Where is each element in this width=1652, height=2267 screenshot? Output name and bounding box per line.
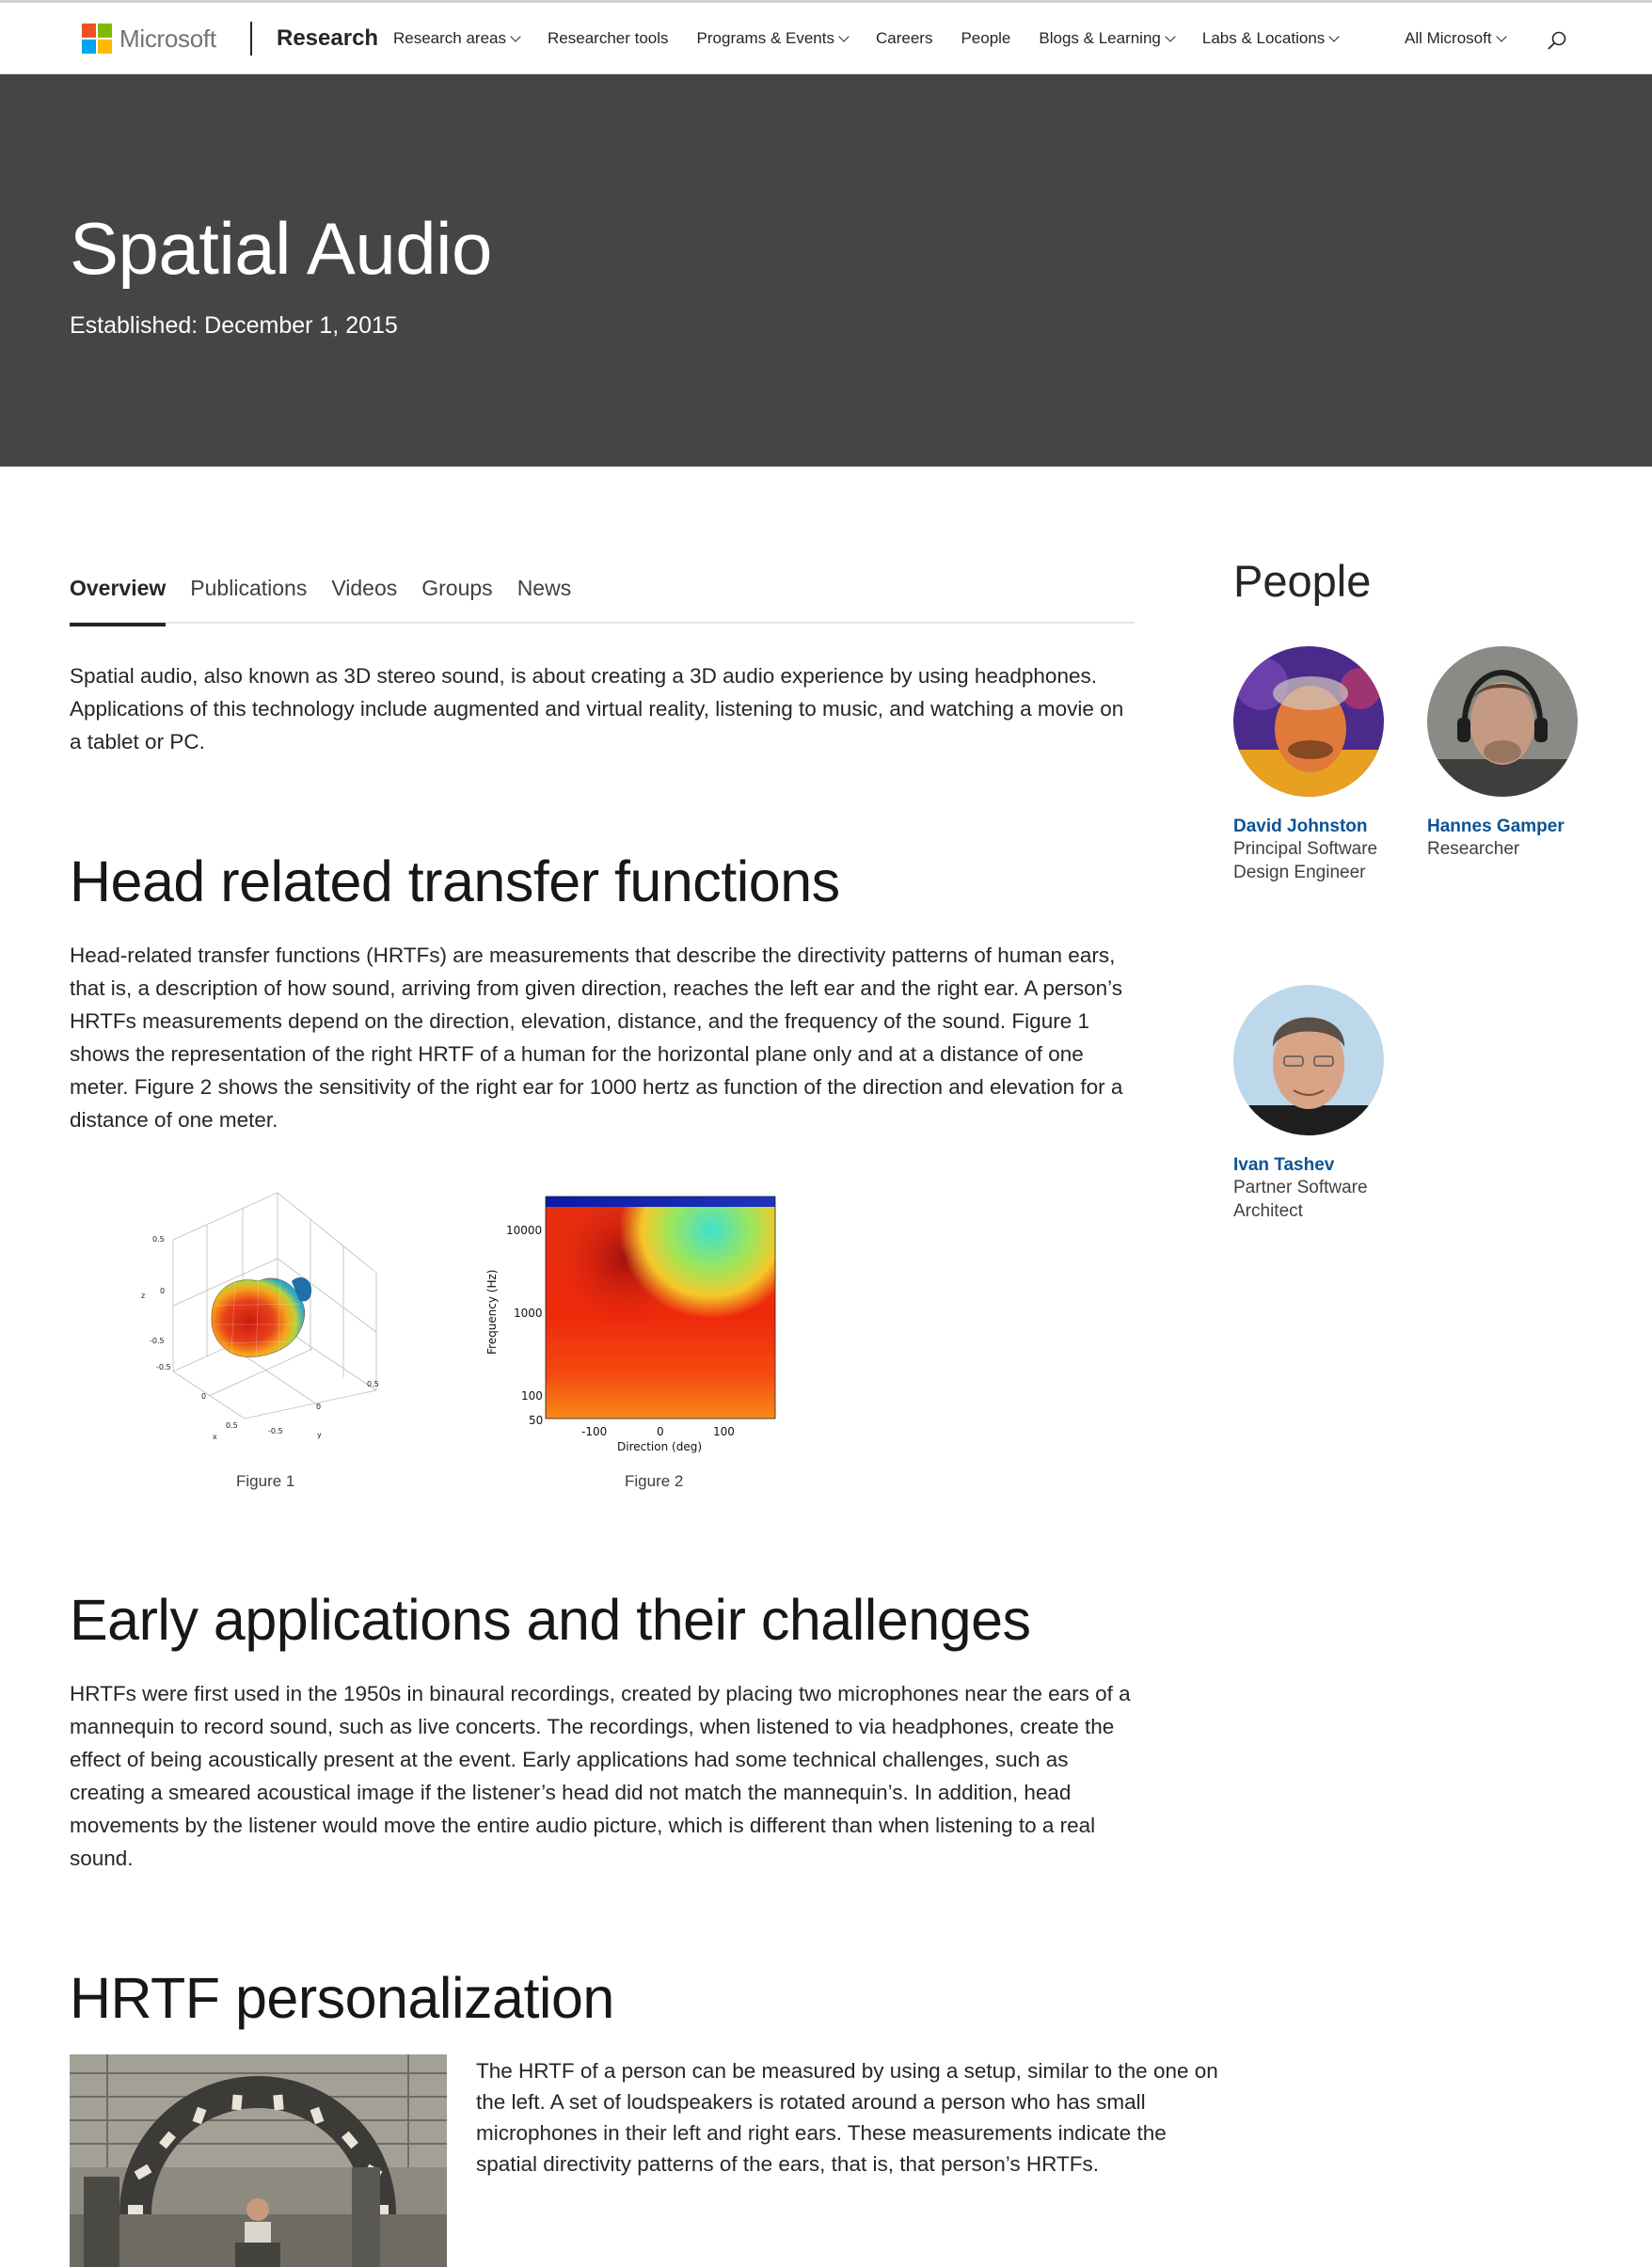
nav-people[interactable] [961, 29, 1010, 48]
tab-groups[interactable]: Groups [421, 576, 493, 600]
person-name-link[interactable]: David Johnston [1233, 816, 1368, 836]
established-date: Established: December 1, 2015 [70, 312, 398, 339]
main-nav [393, 29, 1366, 48]
person-role: Principal Software Design Engineer [1233, 839, 1378, 882]
microsoft-wordmark: Microsoft [119, 24, 216, 53]
tab-overview[interactable]: Overview [70, 574, 166, 624]
fig2-ytick-label: 50 [529, 1414, 544, 1427]
person-card [1427, 646, 1615, 861]
section-body-personalization: The HRTF of a person can be measured by using a setup, similar to the one on the left. A set of loudspeakers is rotated around a person who has small microphones in their left and right ears. These measurements indicate the spatial directivity patterns of the ears, that is, that person’s HRTFs. [476, 2059, 1218, 2176]
chevron-down-icon [510, 31, 520, 41]
chevron-down-icon [838, 31, 849, 41]
chevron-down-icon [1496, 31, 1506, 41]
fig1-tick-label: -0.5 [150, 1337, 165, 1345]
fig1-tick-label: -0.5 [156, 1363, 171, 1371]
nav-label: Careers [875, 29, 933, 47]
fig1-tick-label: 0.5 [226, 1421, 238, 1430]
avatar-david-johnston[interactable] [1233, 646, 1384, 797]
nav-programs-events[interactable] [697, 29, 848, 48]
section-title-early-applications: Early applications and their challenges [70, 1588, 1031, 1652]
fig1-tick-label: 0.5 [152, 1235, 165, 1244]
microsoft-logo-icon [82, 24, 112, 54]
nav-label: Blogs & Learning [1039, 29, 1161, 47]
hrtf-measurement-lab-photo [70, 2054, 447, 2267]
person-role: Researcher [1427, 839, 1520, 859]
fig1-tick-label: 0.5 [367, 1380, 379, 1388]
fig2-ytick-label: 100 [521, 1389, 543, 1403]
nav-label: Research areas [393, 29, 507, 47]
all-microsoft-label: All Microsoft [1405, 29, 1492, 47]
fig2-ytick-label: 10000 [506, 1224, 543, 1237]
chevron-down-icon [1329, 31, 1340, 41]
avatar-ivan-tashev[interactable] [1233, 985, 1384, 1135]
fig1-axis-letter: y [317, 1431, 322, 1439]
nav-research-areas[interactable] [393, 29, 519, 48]
fig2-xlabel: Direction (deg) [617, 1440, 703, 1453]
fig2-xtick-label: 0 [657, 1425, 664, 1438]
section-body-hrtf: Head-related transfer functions (HRTFs) are measurements that describe the directivity patterns of human ears, that is, a description of how sound, arriving from given direction, reaches the left ear and the right ear. A person’s HRTFs measurements depend on the direction, elevation, distance, and the frequency of the sound. Figure 1 shows the representation of the right HRTF of a human for the horizontal plane only and at a distance of one meter. Figure 2 shows the sensitivity of the right ear for 1000 hertz as function of the direction and elevation for a distance of one meter. [70, 943, 1123, 1132]
hero-banner [0, 74, 1652, 467]
site-header [0, 3, 1652, 74]
section-body-early-applications: HRTFs were first used in the 1950s in binaural recordings, created by placing two microphones near the ears of a mannequin to record sound, such as live concerts. The recordings, when listened to via headphones, create the effect of being acoustically present at the event. Early applications had some technical challenges, such as creating a smeared acoustical image if the listener’s head did not match the mannequin’s. In addition, head movements by the listener would move the entire audio picture, which is different than when listening to a real sound. [70, 1682, 1131, 1870]
figure-2-caption: Figure 2 [625, 1472, 684, 1490]
chevron-down-icon [1165, 31, 1175, 41]
nav-label: Researcher tools [548, 29, 669, 47]
project-tabs [70, 574, 1135, 624]
microsoft-logo[interactable] [82, 24, 216, 54]
person-card [1233, 985, 1422, 1223]
overview-intro: Spatial audio, also known as 3D stereo sound, is about creating a 3D audio experience by using headphones. Applications of this technology include augmented and virtual reality, listening to music, and watching a movie on a tablet or PC. [70, 664, 1124, 753]
person-name-link[interactable]: Ivan Tashev [1233, 1155, 1335, 1175]
fig1-tick-label: 0 [160, 1287, 166, 1295]
figure-1-caption: Figure 1 [236, 1472, 295, 1490]
fig1-axis-letter: x [213, 1433, 217, 1441]
section-title-hrtf: Head related transfer functions [70, 849, 840, 913]
nav-label: Labs & Locations [1201, 29, 1326, 47]
tab-videos[interactable]: Videos [331, 576, 398, 600]
fig1-tick-label: -0.5 [268, 1427, 283, 1435]
avatar-hannes-gamper[interactable] [1427, 646, 1578, 797]
header-divider [250, 22, 252, 55]
nav-blogs-learning[interactable] [1039, 29, 1173, 48]
fig1-axis-letter: z [141, 1292, 146, 1300]
people-heading: People [1233, 556, 1372, 606]
fig2-ytick-label: 1000 [514, 1307, 543, 1320]
fig2-xtick-label: -100 [581, 1425, 608, 1438]
fig1-tick-label: 0 [316, 1403, 322, 1411]
person-card [1233, 646, 1422, 884]
figure-1-hrtf-3d-plot [132, 1183, 405, 1447]
nav-careers[interactable] [876, 29, 932, 48]
fig2-ylabel: Frequency (Hz) [485, 1269, 499, 1355]
person-name-link[interactable]: Hannes Gamper [1427, 816, 1565, 836]
tab-news[interactable]: News [516, 576, 572, 600]
nav-label: People [961, 29, 1011, 47]
tab-publications[interactable]: Publications [190, 576, 308, 600]
fig2-xtick-label: 100 [713, 1425, 735, 1438]
all-microsoft-menu[interactable] [1405, 29, 1505, 48]
section-title-personalization: HRTF personalization [70, 1966, 614, 2030]
nav-researcher-tools[interactable] [548, 29, 669, 48]
page-title: Spatial Audio [70, 207, 492, 290]
research-home-link[interactable]: Research [277, 25, 379, 51]
nav-label: Programs & Events [696, 29, 834, 47]
person-role: Partner Software Architect [1233, 1178, 1368, 1221]
search-icon[interactable] [1547, 30, 1567, 51]
figure-2-hrtf-heatmap [480, 1187, 790, 1465]
fig1-tick-label: 0 [201, 1392, 207, 1401]
nav-labs-locations[interactable] [1202, 29, 1338, 48]
